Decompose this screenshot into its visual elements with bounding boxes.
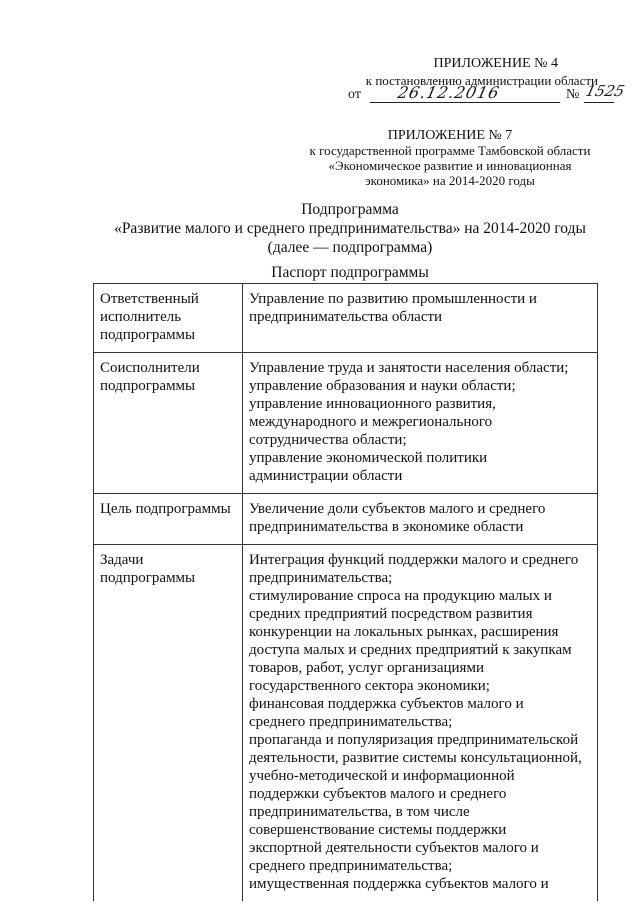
row-label-cell — [94, 494, 243, 545]
row-value-cell — [243, 494, 598, 545]
row-value-cell — [243, 545, 598, 902]
row-label-line: Задачи — [100, 552, 144, 568]
row-value-line: пропаганда и популяризация предпринимательской — [249, 732, 579, 748]
row-value-line: управление образования и науки области; — [249, 378, 516, 394]
row-value-line: совершенствование системы поддержки — [249, 822, 507, 838]
row-label-line: Ответственный — [100, 291, 199, 307]
row-label-cell — [94, 284, 243, 353]
row-value-line: стимулирование спроса на продукцию малых и — [249, 588, 552, 604]
row-value-line: среднего предпринимательства; — [249, 714, 453, 730]
passport-table — [93, 283, 598, 901]
row-value-line: товаров, работ, услуг организациями — [249, 660, 484, 676]
row-value-line: предпринимательства в экономике области — [249, 519, 524, 535]
table-row — [94, 353, 598, 494]
table-row — [94, 545, 598, 902]
row-value-line: предпринимательства области — [249, 309, 443, 325]
row-value-line: поддержки субъектов малого и среднего — [249, 786, 507, 802]
row-value-line: финансовая поддержка субъектов малого и — [249, 696, 524, 712]
heading-line-1: Подпрограмма — [301, 201, 399, 218]
row-value-line: сотрудничества области; — [249, 432, 407, 448]
row-value-line: Управление по развитию промышленности и — [249, 291, 537, 307]
passport-title: Паспорт подпрограммы — [271, 264, 429, 281]
row-label-line: Соисполнители — [100, 360, 200, 376]
from-label: от — [348, 87, 361, 102]
row-value-cell — [243, 353, 598, 494]
number-label: № — [566, 87, 580, 102]
appendix-4-subtitle: к постановлению администрации области — [365, 73, 598, 88]
appendix-7-line-3: экономика» на 2014-2020 годы — [365, 173, 535, 188]
appendix-7-title: ПРИЛОЖЕНИЕ № 7 — [387, 128, 513, 143]
row-value-line: учебно-методической и информационной — [249, 768, 515, 784]
appendix-7-line-2: «Экономическое развитие и инновационная — [328, 158, 572, 173]
appendix-4-title: ПРИЛОЖЕНИЕ № 4 — [433, 56, 558, 71]
row-value-line: международного и межрегионального — [249, 414, 493, 430]
row-value-line: конкуренции на локальных рынках, расширения — [249, 624, 559, 640]
row-value-line: доступа малых и средних предприятий к закупкам — [249, 642, 572, 658]
handwritten-number: 1525 — [583, 82, 627, 100]
appendix-7-header — [300, 128, 600, 188]
table-row — [94, 284, 598, 353]
date-underline — [370, 102, 560, 103]
row-value-line: предпринимательства, в том числе — [249, 804, 470, 820]
row-label-line: исполнитель — [100, 309, 182, 325]
appendix-4-header — [0, 55, 598, 89]
row-label-line: подпрограммы — [100, 327, 196, 343]
subprogram-heading — [70, 200, 630, 257]
row-value-line: деятельности, развитие системы консультационной, — [249, 750, 582, 766]
appendix-7-line-1: к государственной программе Тамбовской области — [309, 143, 591, 158]
row-value-cell — [243, 284, 598, 353]
table-row — [94, 494, 598, 545]
row-value-line: имущественная поддержка субъектов малого и — [249, 876, 549, 892]
row-label-line: подпрограммы — [100, 378, 196, 394]
row-value-line: экспортной деятельности субъектов малого и — [249, 840, 539, 856]
row-value-line: государственного сектора экономики; — [249, 678, 490, 694]
row-value-line: администрации области — [249, 468, 403, 484]
row-label-cell — [94, 545, 243, 902]
row-value-line: среднего предпринимательства; — [249, 858, 453, 874]
row-label-cell — [94, 353, 243, 494]
row-value-line: управление инновационного развития, — [249, 396, 496, 412]
resolution-date-number-line — [348, 82, 627, 105]
row-value-line: Управление труда и занятости населения области; — [249, 360, 569, 376]
row-label-line: подпрограммы — [100, 570, 196, 586]
heading-line-3: (далее — подпрограмма) — [267, 239, 433, 256]
row-value-line: Интеграция функций поддержки малого и среднего — [249, 552, 579, 568]
row-value-line: средних предприятий посредством развития — [249, 606, 533, 622]
row-value-line: Увеличение доли субъектов малого и среднего — [249, 501, 546, 517]
heading-line-2: «Развитие малого и среднего предпринимательства» на 2014-2020 годы — [114, 220, 586, 237]
row-label-line: Цель подпрограммы — [100, 501, 231, 517]
number-underline — [584, 102, 614, 103]
row-value-line: предпринимательства; — [249, 570, 393, 586]
handwritten-date: 26.12.2016 — [395, 83, 502, 102]
row-value-line: управление экономической политики — [249, 450, 488, 466]
